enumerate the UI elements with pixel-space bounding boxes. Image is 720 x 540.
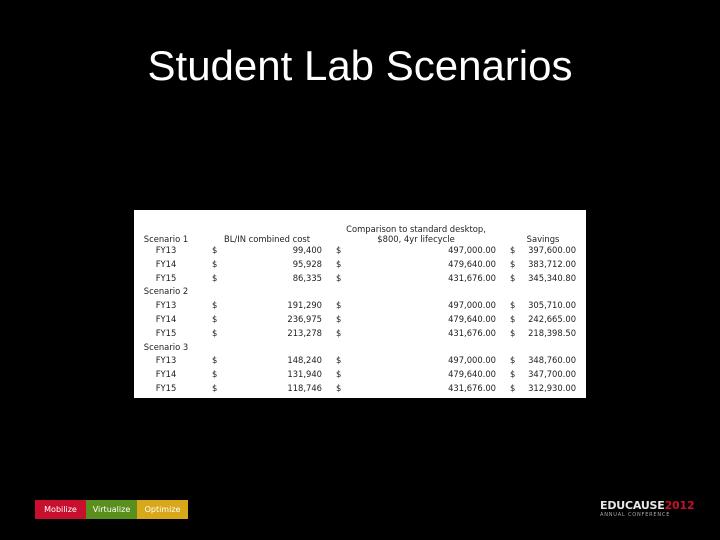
- savings-value: 218,398.50: [528, 327, 577, 338]
- tab-virtualize: Virtualize: [86, 500, 137, 519]
- savings-currency: $: [510, 382, 516, 393]
- slide-title: Student Lab Scenarios: [147, 42, 573, 89]
- logo-year: 2012: [664, 499, 695, 512]
- comparison-currency: [336, 285, 346, 299]
- table-row: [134, 244, 586, 258]
- row-label: FY15: [155, 327, 177, 338]
- combined-cost-value: 131,940: [287, 369, 323, 380]
- comparison-currency: $: [336, 369, 342, 380]
- comparison-value: 479,640.00: [448, 313, 497, 324]
- row-label: FY15: [155, 272, 177, 283]
- combined-cost-value: 99,400: [292, 245, 323, 255]
- savings-currency: $: [510, 245, 516, 255]
- savings-currency: $: [510, 369, 516, 380]
- combined-cost-value: [222, 341, 322, 355]
- savings-currency: $: [510, 313, 516, 324]
- comparison-currency: $: [336, 327, 342, 338]
- savings-currency: $: [510, 272, 516, 283]
- comparison-currency: $: [336, 258, 342, 269]
- savings-currency: $: [510, 327, 516, 338]
- educause-logo: [600, 499, 695, 520]
- header-savings: Savings: [526, 234, 560, 244]
- logo-tagline: ANNUAL CONFERENCE: [600, 512, 671, 518]
- comparison-value: [346, 285, 496, 299]
- footer-tabs: [35, 500, 188, 519]
- table-row: [134, 299, 586, 313]
- table-row: [134, 327, 586, 341]
- table-row: [134, 285, 586, 299]
- savings-currency: $: [510, 258, 516, 269]
- table-row: [134, 258, 586, 272]
- table-row: [134, 272, 586, 286]
- header-comparison: Comparison to standard desktop, $800, 4yr lifecycle: [346, 224, 486, 244]
- cost-currency: $: [212, 300, 218, 311]
- savings-value: [520, 285, 576, 299]
- row-label: FY15: [155, 382, 177, 393]
- tab-optimize: Optimize: [137, 500, 188, 519]
- table-row: [134, 354, 586, 368]
- savings-value: 347,700.00: [528, 369, 577, 380]
- cost-currency: $: [212, 245, 218, 255]
- combined-cost-value: 86,335: [292, 272, 323, 283]
- comparison-value: 497,000.00: [448, 355, 497, 366]
- tab-mobilize: Mobilize: [35, 500, 86, 519]
- cost-currency: $: [212, 355, 218, 366]
- comparison-value: 431,676.00: [448, 382, 497, 393]
- savings-value: 312,930.00: [528, 382, 577, 393]
- combined-cost-value: 118,746: [287, 382, 323, 393]
- savings-value: 397,600.00: [528, 245, 577, 255]
- table-header-row: [134, 210, 586, 244]
- comparison-value: 431,676.00: [448, 272, 497, 283]
- table-row: [134, 341, 586, 355]
- row-label: Scenario 1: [143, 234, 189, 244]
- savings-value: 242,665.00: [528, 313, 577, 324]
- comparison-value: 431,676.00: [448, 327, 497, 338]
- comparison-value: 479,640.00: [448, 258, 497, 269]
- comparison-currency: $: [336, 382, 342, 393]
- cost-currency: $: [212, 272, 218, 283]
- savings-value: [520, 341, 576, 355]
- cost-currency: $: [212, 327, 218, 338]
- cost-currency: $: [212, 258, 218, 269]
- combined-cost-value: 191,290: [287, 300, 323, 311]
- comparison-value: [346, 341, 496, 355]
- savings-value: 348,760.00: [528, 355, 577, 366]
- comparison-currency: $: [336, 313, 342, 324]
- header-combined-cost: BL/IN combined cost: [224, 234, 310, 244]
- comparison-value: 479,640.00: [448, 369, 497, 380]
- comparison-currency: [336, 341, 346, 355]
- row-label: Scenario 2: [143, 286, 189, 297]
- row-label: FY14: [155, 313, 177, 324]
- savings-value: 383,712.00: [528, 258, 577, 269]
- comparison-currency: $: [336, 300, 342, 311]
- combined-cost-value: 148,240: [287, 355, 323, 366]
- savings-value: 305,710.00: [528, 300, 577, 311]
- logo-brand: EDUCAUSE: [600, 499, 665, 512]
- savings-currency: $: [510, 300, 516, 311]
- cost-currency: $: [212, 382, 218, 393]
- savings-currency: $: [510, 355, 516, 366]
- scenario-table: [134, 210, 586, 398]
- savings-value: 345,340.80: [528, 272, 577, 283]
- cost-currency: [212, 285, 222, 299]
- comparison-value: 497,000.00: [448, 245, 497, 255]
- combined-cost-value: 236,975: [287, 313, 323, 324]
- savings-currency: [510, 341, 520, 355]
- row-label: Scenario 3: [143, 341, 189, 352]
- row-label: FY13: [155, 355, 177, 366]
- row-label: FY14: [155, 258, 177, 269]
- comparison-value: 497,000.00: [448, 300, 497, 311]
- scenario-table-grid: [134, 210, 586, 396]
- combined-cost-value: [222, 285, 322, 299]
- row-label: FY14: [155, 369, 177, 380]
- table-row: [134, 382, 586, 396]
- table-row: [134, 368, 586, 382]
- combined-cost-value: 95,928: [292, 258, 323, 269]
- row-label: FY13: [155, 300, 177, 311]
- combined-cost-value: 213,278: [287, 327, 323, 338]
- comparison-currency: $: [336, 245, 342, 255]
- table-row: [134, 313, 586, 327]
- cost-currency: $: [212, 369, 218, 380]
- cost-currency: [212, 341, 222, 355]
- row-label: FY13: [155, 245, 177, 255]
- cost-currency: $: [212, 313, 218, 324]
- savings-currency: [510, 285, 520, 299]
- comparison-currency: $: [336, 355, 342, 366]
- comparison-currency: $: [336, 272, 342, 283]
